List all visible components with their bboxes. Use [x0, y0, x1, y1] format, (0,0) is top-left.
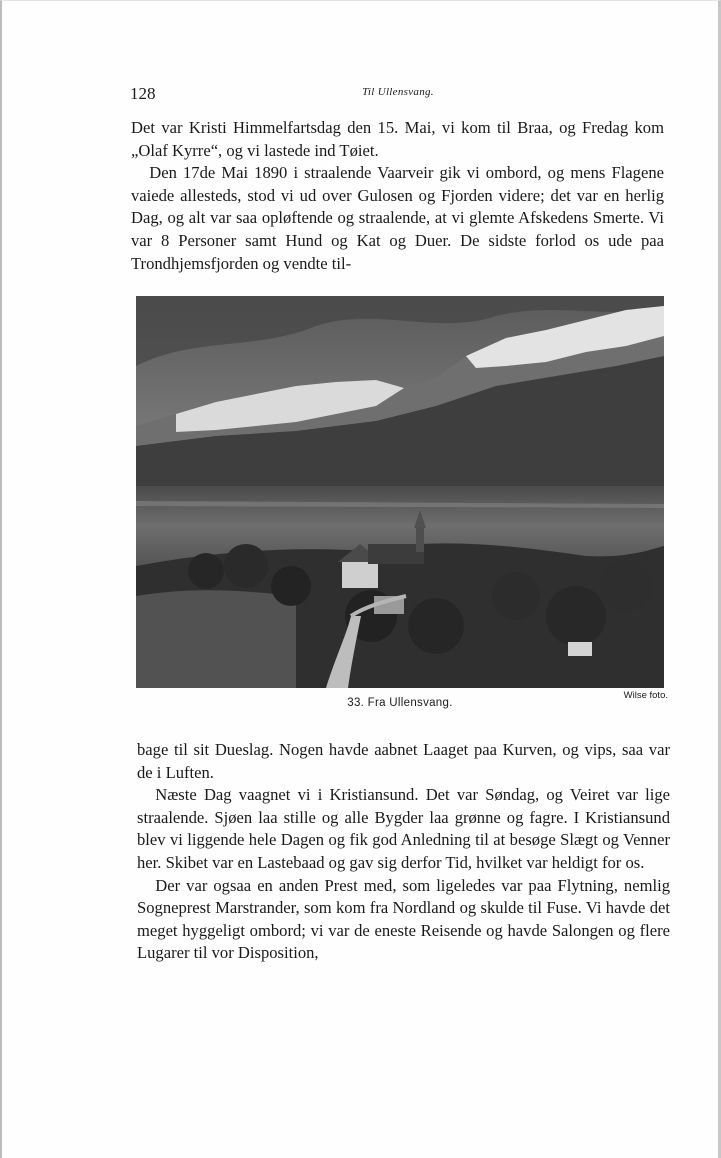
- body-text-top: [131, 117, 664, 275]
- paragraph: Den 17de Mai 1890 i straalende Vaarveir gik vi ombord, og mens Flagene vaiede allesteds, stod vi ud over Gulosen og Fjorden videre; det var en herlig Dag, og alt var saa opløftende og straalende, at vi glemte Afskedens Smerte. Vi var 8 Personer samt Hund og Kat og Duer. De sidste forlod os ude paa Trondhjemsfjorden og vendte til-: [131, 163, 664, 273]
- paragraph: Næste Dag vaagnet vi i Kristiansund. Det var Søndag, og Veiret var lige straalende. Sjøen laa stille og alle Bygder laa grønne og fagre. I Kristiansund blev vi liggende hele Dagen og fik god Anledning til at besøge Slægt og Venner her. Skibet var en Lastebaad og gav sig derfor Tid, hvilket var heldigt for os.: [137, 785, 670, 872]
- running-title: Til Ullensvang.: [362, 86, 434, 98]
- body-text-bottom: [137, 739, 670, 965]
- caption-text: 33. Fra Ullensvang.: [347, 697, 453, 709]
- paragraph: bage til sit Dueslag. Nogen havde aabnet Laaget paa Kurven, og vips, saa var de i Luften.: [137, 740, 670, 782]
- photo-credit: Wilse foto.: [623, 690, 668, 701]
- photograph-ullensvang: [136, 296, 664, 688]
- paragraph: Det var Kristi Himmelfartsdag den 15. Mai, vi kom til Braa, og Fredag kom „Olaf Kyrre“, og vi lastede ind Tøiet.: [131, 118, 664, 160]
- page-number: 128: [130, 84, 156, 103]
- figure-caption: [136, 690, 668, 715]
- page-header: [130, 84, 666, 108]
- paragraph: Der var ogsaa en anden Prest med, som ligeledes var paa Flytning, nemlig Sogneprest Marstrander, som kom fra Nordland og skulde til Fuse. Vi havde det meget hyggeligt ombord; vi var de eneste Reisende og havde Salongen og flere Lugarer til vor Disposition,: [137, 875, 670, 963]
